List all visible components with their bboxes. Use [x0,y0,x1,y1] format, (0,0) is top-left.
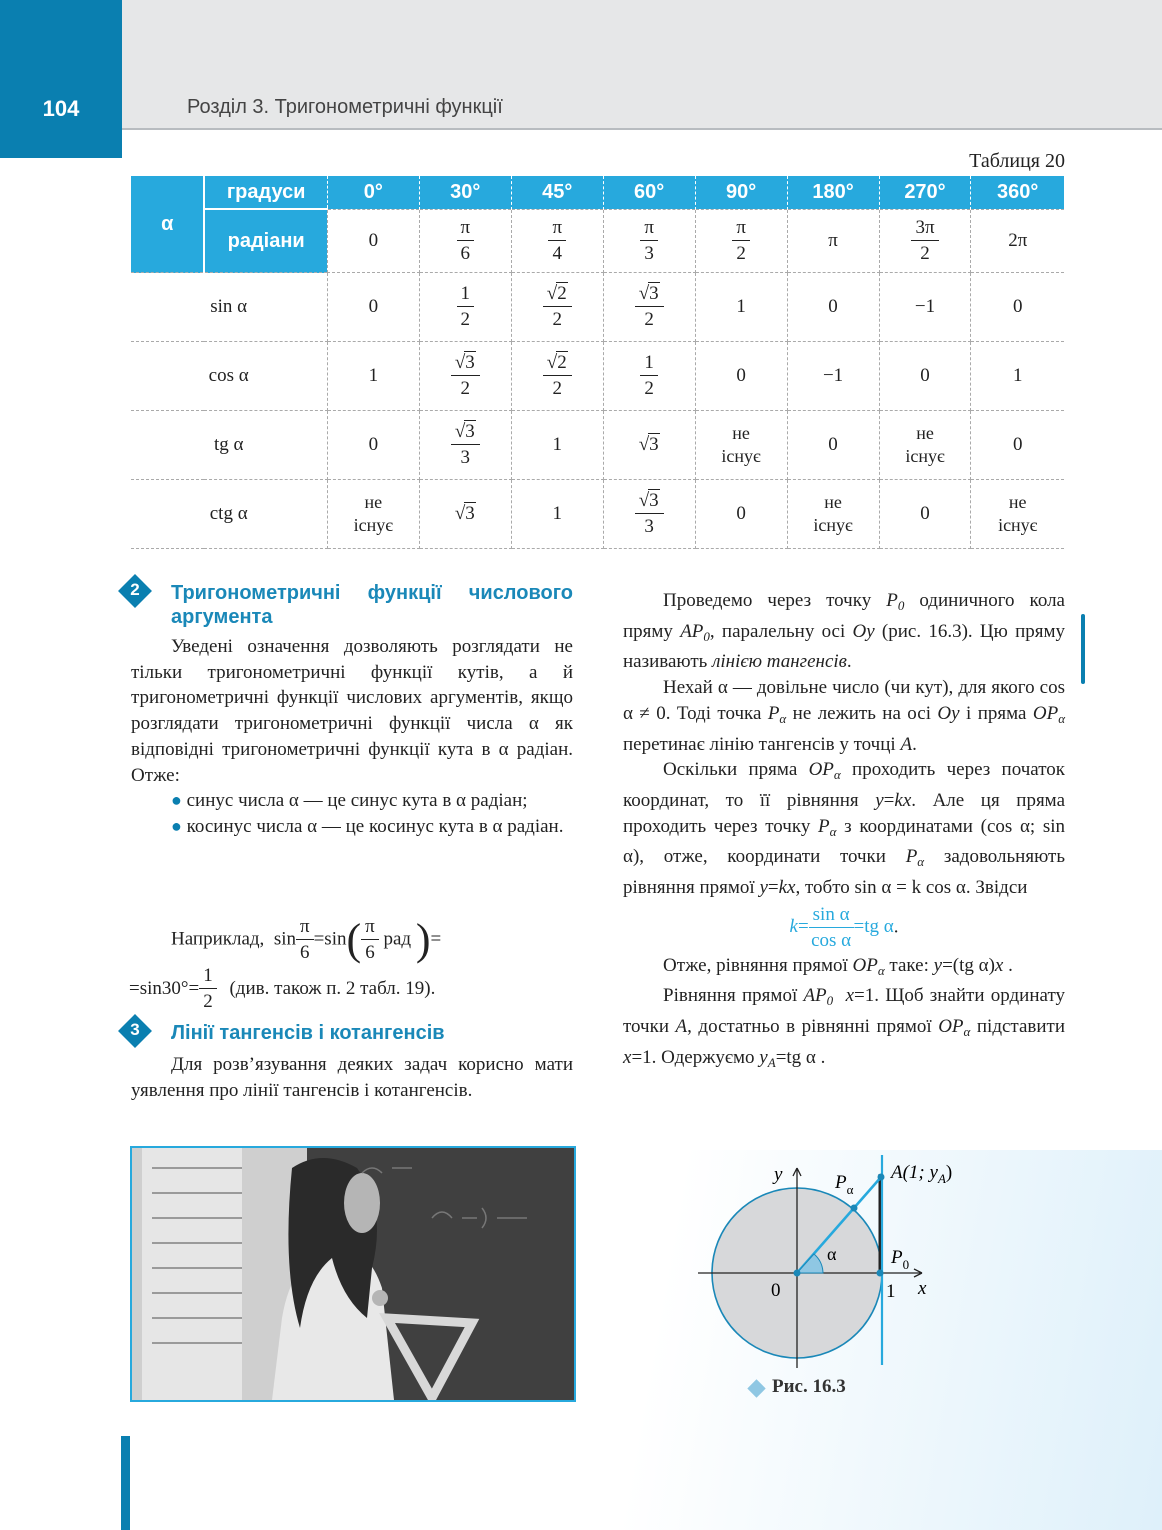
text: . Одержуємо [651,1046,755,1068]
sin-cell: 1 [695,273,787,342]
tg-cell: $\frac{√3}{3}$ [419,411,511,480]
deg-cell: 360° [971,176,1064,209]
tg-cell: 0 [327,411,419,480]
page-number: 104 [42,96,80,121]
tg-cell: 1 [511,411,603,480]
term: лінією тангенсів [712,651,847,673]
trig-values-table [130,176,1064,549]
origin-label: 0 [771,1280,781,1301]
cos-label: cos α [131,342,328,411]
text: перетинає лінію тангенсів у точці [623,733,896,755]
cos-cell: 0 [879,342,971,411]
cos-cell: 1 [327,342,419,411]
degrees-label: градуси [204,176,327,209]
text: і пряма [966,702,1027,724]
ctg-label: ctg α [131,480,328,549]
deg-cell: 30° [419,176,511,209]
one-label: 1 [886,1281,896,1302]
alpha-header: α [131,176,205,273]
tg-cell: не існує [695,411,787,480]
text: , достатньо в рівнянні прямої [687,1016,932,1038]
paragraph: Отже, рівняння прямої $OP_\alpha$ таке: y=(tg α)x . [663,954,1013,978]
paragraph: Рівняння прямої $AP_0$ x=1. Щоб знайти ординату точки A, достатньо в рівнянні прямої $OP_\alpha$ підставити x=1. Одержуємо $y_A=tg$ α . [623,985,1066,1070]
ctg-cell: √3 [419,480,511,549]
formula-k: k= $\frac{\text{sin α}}{\text{cos α}}$ =tg α. [789,903,899,951]
ctg-cell: не існує [787,480,879,549]
text: підставити [976,1016,1066,1038]
p0-label: $P_0$ [891,1247,910,1272]
rad-cell: 0 [327,209,419,273]
bullet-item [131,814,573,840]
text: (рис. 16.3). Цю пряму називають [623,620,1066,673]
sin-cell: $\frac{1}{2}$ [419,273,511,342]
point-a [878,1174,885,1181]
bullet-icon: ● [171,815,182,836]
tg-cell: 0 [971,411,1064,480]
page-number-tab [0,0,122,158]
paragraph: Нехай α — довільне число (чи кут), для якого cos α ≠ 0. Тоді точка $P_\alpha$ не лежить на осі Oy і пряма $OP_\alpha$ перетинає лінію тангенсів у точці A. [623,677,1066,755]
radians-label: радіани [204,209,327,273]
origin-point [794,1270,801,1277]
section2-body [131,634,573,840]
tg-cell: √3 [603,411,695,480]
ctg-cell: 1 [511,480,603,549]
alpha-label: α [827,1244,837,1264]
chapter-title: Розділ 3. Тригонометричні функції [187,96,503,118]
text: таке: [889,954,929,976]
text: Отже, рівняння прямої [663,954,848,976]
text: проходить через початок координат, то її рівняння [623,759,1066,811]
point-p0 [877,1270,884,1277]
text: не лежить на осі [792,702,931,724]
rad-cell: $\frac{\pi}{4}$ [511,209,603,273]
text: з координатами (cos α; sin α), отже, координати точки [623,815,1066,868]
paragraph: Оскільки пряма $OP_\alpha$ проходить через початок координат, то її рівняння y=kx. Але ця пряма проходить через точку $P_\alpha$ з координатами (cos α; sin α), отже, координати точки $P_\alpha$ задовольняють рівняння прямої y=kx, тобто sin α = k cos α. Звідси [623,759,1066,899]
text: Проведемо через точку [663,590,872,611]
figure-caption: Рис. 16.3 [772,1376,846,1397]
radians-row [131,209,1065,273]
rad-cell: π [787,209,879,273]
cos-cell: $\frac{√2}{2}$ [511,342,603,411]
section-number: 3 [130,1020,140,1039]
text: , тобто sin α = k cos α. Звідси [795,877,1028,899]
text: Оскільки пряма [663,759,798,781]
bullet-icon: ● [171,790,182,811]
section3-body [131,1052,573,1103]
y-label: y [774,1164,783,1185]
sin-row [131,273,1065,342]
cos-row [131,342,1065,411]
ctg-cell: не існує [971,480,1064,549]
cos-cell: $\frac{1}{2}$ [603,342,695,411]
rad-cell: $\frac{\pi}{2}$ [695,209,787,273]
text: , паралельну осі [709,620,846,642]
paragraph: Проведемо через точку $P_0$ одиничного кола пряму $AP_0$, паралельну осі Oy (рис. 16.3). Цю пряму називають лінією тангенсів. [623,590,1066,673]
header-rule [122,128,1162,130]
section-number: 2 [130,580,140,599]
sin-cell: 0 [327,273,419,342]
rad-cell: $\frac{\pi}{6}$ [419,209,511,273]
sin-cell: $\frac{√2}{2}$ [511,273,603,342]
sin-cell: $\frac{√3}{2}$ [603,273,695,342]
text: . Щоб знайти ординату точки [623,985,1065,1038]
text: одиничного кола пряму [623,590,1065,642]
a-label: A(1; $y_A$) [891,1162,953,1186]
tg-label: tg α [131,411,328,480]
photo-illustration [132,1148,574,1400]
example-note: (див. також п. 2 табл. 19). [229,977,436,999]
ctg-cell: 0 [879,480,971,549]
header-band [0,0,1162,130]
section-heading: Лінії тангенсів і котангенсів [171,1022,445,1044]
ctg-cell: не існує [327,480,419,549]
rad-cell: 2π [971,209,1064,273]
bullet-item [131,788,573,814]
bullet-text: синус числа α — це синус кута в α радіан; [186,790,528,812]
rad-cell: $\frac{3\pi}{2}$ [879,209,971,273]
cos-cell: 0 [695,342,787,411]
margin-marker [1081,614,1085,684]
rad-cell: $\frac{\pi}{3}$ [603,209,695,273]
deg-cell: 180° [787,176,879,209]
cos-cell: −1 [787,342,879,411]
teacher-photo [130,1146,576,1402]
text: . Але ця пряма проходить через точку [623,789,1066,837]
text: Нехай α — довільне число (чи кут), для якого cos α ≠ 0. Тоді точка [623,677,1065,724]
x-label: x [918,1278,927,1299]
unit-circle-figure [690,1150,990,1375]
example-formula-2: =sin30°= $\frac{1}{2}$ (див. також п. 2 табл. 19). [129,965,436,1012]
paragraph: Для розв’язування деяких задач корисно мати уявлення про лінії тангенсів і котангенсів. [131,1054,573,1101]
example-formula: Наприклад, sin $\frac{\pi}{6}$ =sin( $\frac{\pi}{6}$ рад )= [171,915,442,964]
fraction: $\frac{\pi}{6}$ [361,917,379,963]
tg-cell: не існує [879,411,971,480]
section-heading: Тригонометричні функції числового аргумента [171,582,573,628]
deg-cell: 0° [327,176,419,209]
deg-cell: 45° [511,176,603,209]
tg-row [131,411,1065,480]
paragraph: Уведені означення дозволяють розглядати не тільки тригонометричні функції кутів, а й тригонометричні функції числових аргументів, якщо розглядати тригонометричні функції числа α як відповідні тригонометричні функції кута в α радіан. Отже: [131,636,573,786]
table-caption: Таблиця 20 [969,150,1065,172]
degrees-row [131,176,1065,209]
fraction: $\frac{1}{2}$ [199,966,217,1012]
sin-cell: 0 [971,273,1064,342]
ctg-row [131,480,1065,549]
text: Рівняння прямої [663,985,798,1007]
sin-cell: 0 [787,273,879,342]
sin-label: sin α [131,273,328,342]
sin-cell: −1 [879,273,971,342]
bullet-text: косинус числа α — це косинус кута в α радіан. [186,815,564,837]
deg-cell: 60° [603,176,695,209]
deg-cell: 90° [695,176,787,209]
point-p-alpha [851,1205,858,1212]
ctg-cell: $\frac{√3}{3}$ [603,480,695,549]
right-column-body [623,588,1065,1075]
p-alpha-label: $P_\alpha$ [835,1172,854,1197]
cos-cell: $\frac{√3}{2}$ [419,342,511,411]
text: задовольняють рівняння прямої [623,846,1066,899]
ctg-cell: 0 [695,480,787,549]
tg-cell: 0 [787,411,879,480]
example-intro: Наприклад, [171,928,265,950]
cos-cell: 1 [971,342,1064,411]
fraction: $\frac{\pi}{6}$ [296,917,314,963]
deg-cell: 270° [879,176,971,209]
bottom-margin-bar [121,1436,130,1530]
